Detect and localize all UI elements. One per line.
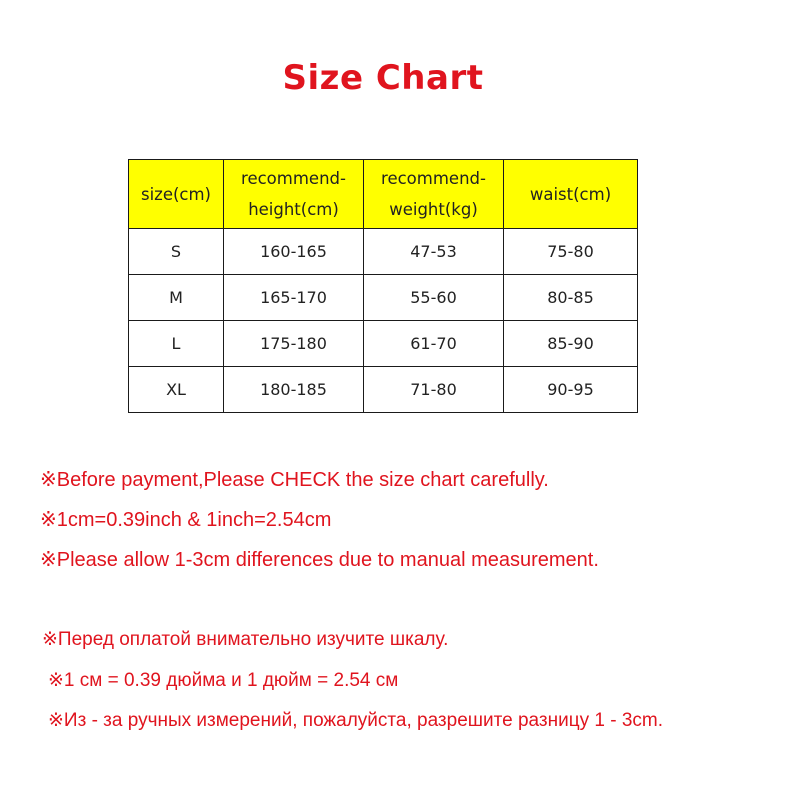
cell-weight: 55-60 [364, 275, 504, 321]
cell-size: L [129, 321, 224, 367]
note-ru-measurement-difference: ※Из - за ручных измерений, пожалуйста, разрешите разницу 1 - 3cm. [48, 710, 663, 731]
table-row [129, 367, 638, 413]
table-header-row [129, 160, 638, 229]
header-weight [364, 160, 504, 229]
header-waist-line1: waist(cm) [529, 184, 612, 204]
header-size-line1: size(cm) [140, 184, 211, 204]
header-waist [504, 160, 638, 229]
page-title: Size Chart [282, 58, 484, 98]
cell-waist: 85-90 [504, 321, 638, 367]
header-height [224, 160, 364, 229]
cell-waist: 90-95 [504, 367, 638, 413]
cell-height: 180-185 [224, 367, 364, 413]
note-ru-unit-conversion: ※1 см = 0.39 дюйма и 1 дюйм = 2.54 см [48, 670, 399, 691]
cell-waist: 80-85 [504, 275, 638, 321]
header-height-line1: recommend- [241, 169, 346, 188]
cell-size: S [129, 229, 224, 275]
table-row [129, 321, 638, 367]
cell-weight: 47-53 [364, 229, 504, 275]
cell-height: 175-180 [224, 321, 364, 367]
header-height-line2: height(cm) [248, 200, 339, 219]
header-size [129, 160, 224, 229]
cell-height: 165-170 [224, 275, 364, 321]
note-unit-conversion: ※1cm=0.39inch & 1inch=2.54cm [40, 509, 332, 531]
cell-weight: 61-70 [364, 321, 504, 367]
cell-weight: 71-80 [364, 367, 504, 413]
note-measurement-difference: ※Please allow 1-3cm differences due to manual measurement. [40, 549, 599, 571]
header-weight-line2: weight(kg) [389, 200, 478, 219]
size-table [128, 159, 638, 413]
table-row [129, 275, 638, 321]
note-ru-check-size-chart: ※Перед оплатой внимательно изучите шкалу. [42, 629, 449, 650]
table-row [129, 229, 638, 275]
note-check-size-chart: ※Before payment,Please CHECK the size chart carefully. [40, 469, 549, 491]
cell-size: XL [129, 367, 224, 413]
cell-height: 160-165 [224, 229, 364, 275]
cell-waist: 75-80 [504, 229, 638, 275]
header-weight-line1: recommend- [381, 169, 486, 188]
cell-size: M [129, 275, 224, 321]
